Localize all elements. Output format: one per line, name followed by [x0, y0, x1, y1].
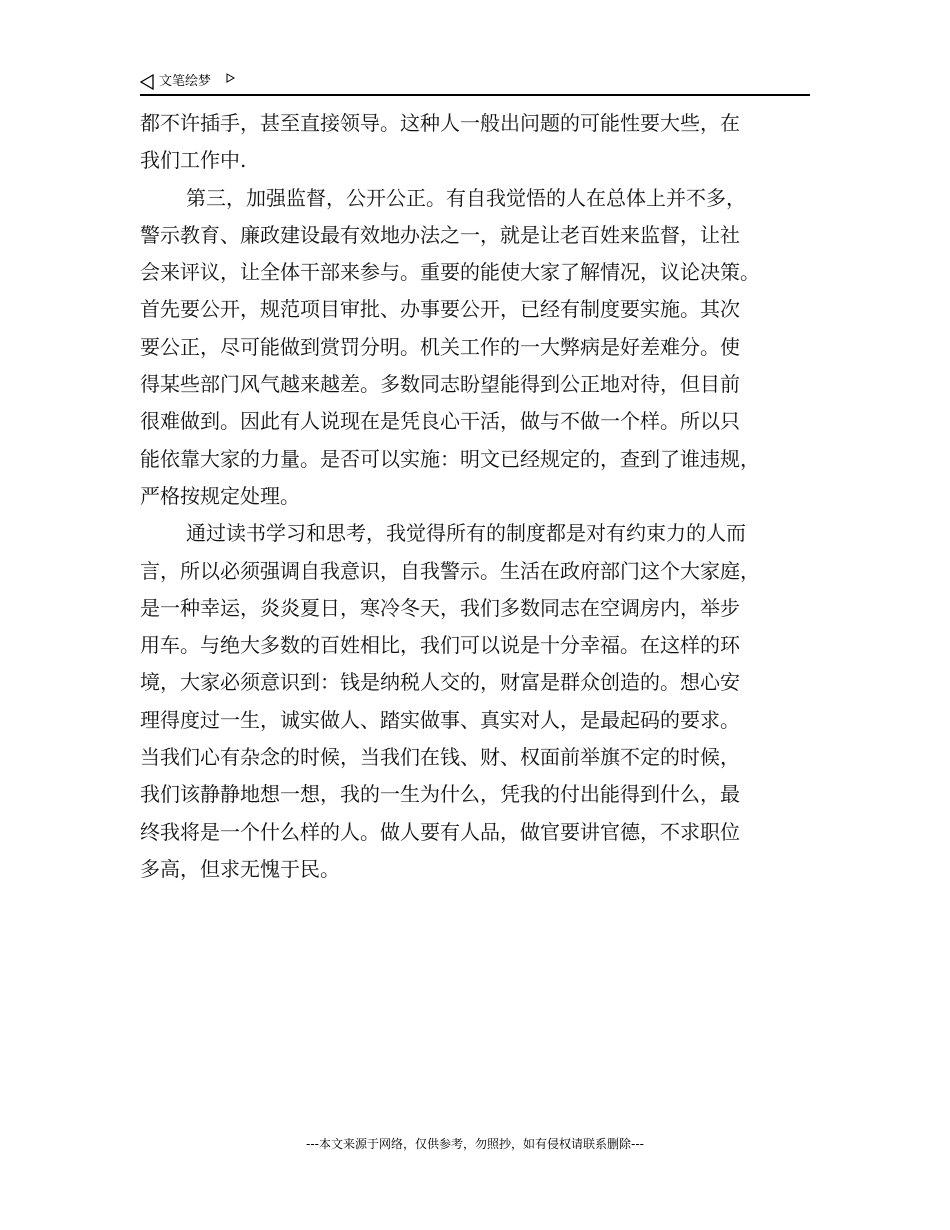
- text-line: 用车。与绝大多数的百姓相比，我们可以说是十分幸福。在这样的环: [140, 633, 740, 658]
- paragraph-start-line: 通过读书学习和思考，我觉得所有的制度都是对有约束力的人而: [186, 521, 746, 546]
- text-line: 我们该静静地想一想，我的一生为什么，凭我的付出能得到什么，最: [140, 782, 740, 807]
- text-line: 是一种幸运，炎炎夏日，寒冷冬天，我们多数同志在空调房内，举步: [140, 595, 740, 620]
- text-line: 境，大家必须意识到：钱是纳税人交的，财富是群众创造的。想心安: [140, 670, 740, 695]
- text-line: 警示教育、廉政建设最有效地办法之一，就是让老百姓来监督，让社: [140, 222, 740, 247]
- text-line: 要公正，尽可能做到赏罚分明。机关工作的一大弊病是好差难分。使: [140, 334, 740, 359]
- text-line: 能依靠大家的力量。是否可以实施：明文已经规定的，查到了谁违规，: [140, 446, 760, 471]
- text-line: 会来评议，让全体干部来参与。重要的能使大家了解情况，议论决策。: [140, 260, 760, 285]
- header-title: 文笔绘梦: [159, 74, 212, 89]
- text-line: 多高，但求无愧于民。: [140, 856, 340, 881]
- text-line: 当我们心有杂念的时候，当我们在钱、财、权面前举旗不定的时候，: [140, 745, 740, 770]
- triangle-right-outline-icon: [226, 73, 235, 83]
- text-line: 首先要公开，规范项目审批、办事要公开，已经有制度要实施。其次: [140, 297, 740, 322]
- text-line: 很难做到。因此有人说现在是凭良心干活，做与不做一个样。所以只: [140, 409, 740, 434]
- text-line: 言，所以必须强调自我意识，自我警示。生活在政府部门这个大家庭，: [140, 558, 760, 583]
- page-header: [140, 70, 810, 96]
- paragraph-start-line: 第三，加强监督，公开公正。有自我觉悟的人在总体上并不多，: [186, 185, 746, 210]
- page-footer-disclaimer: ---本文来源于网络，仅供参考，勿照抄，如有侵权请联系删除---: [306, 1137, 644, 1151]
- text-line: 我们工作中.: [140, 148, 247, 173]
- document-body: [140, 105, 816, 888]
- text-line: 终我将是一个什么样的人。做人要有人品，做官要讲官德，不求职位: [140, 819, 740, 844]
- triangle-left-outline-icon: [140, 74, 154, 90]
- text-line: 都不许插手，甚至直接领导。这种人一般出问题的可能性要大些，在: [140, 111, 740, 135]
- text-line: 得某些部门风气越来越差。多数同志盼望能得到公正地对待，但目前: [140, 372, 740, 397]
- text-line: 理得度过一生，诚实做人、踏实做事、真实对人，是最起码的要求。: [140, 707, 740, 732]
- text-line: 严格按规定处理。: [140, 483, 300, 508]
